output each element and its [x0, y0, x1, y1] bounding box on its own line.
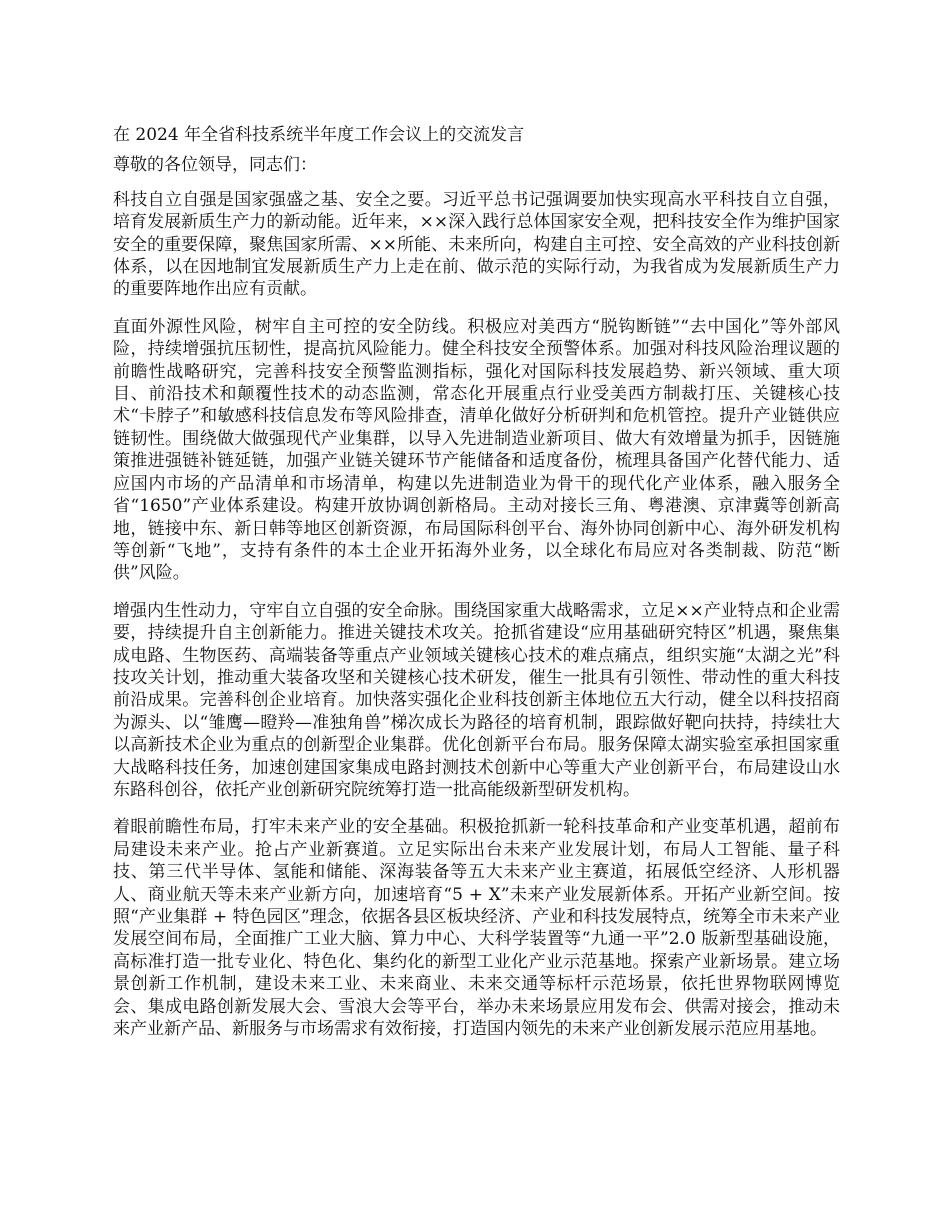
document-title: 在 2024 年全省科技系统半年度工作会议上的交流发言: [113, 125, 525, 145]
document-page: [113, 124, 840, 1055]
paragraph-future-industry: 着眼前瞻性布局，打牢未来产业的安全基础。积极抢抓新一轮科技革命和产业变革机遇，超前布局建设未来产业。抢占产业新赛道。立足实际出台未来产业发展计划，布局人工智能、量子科技、第三代半导体、氢能和储能、深海装备等五大未来产业主赛道，拓展低空经济、人形机器人、商业航天等未来产业新方向，加速培育“5 + X”未来产业发展新体系。开拓产业新空间。按照“产业集群 + 特色园区”理念，依据各县区板块经济、产业和科技发展特点，统筹全市未来产业发展空间布局，全面推广工业大脑、算力中心、大科学装置等“九通一平”2.0 版新型基础设施，高标准打造一批专业化、特色化、集约化的新型工业化产业示范基地。探索产业新场景。建立场景创新工作机制，建设未来工业、未来商业、未来交通等标杆示范场景，依托世界物联网博览会、集成电路创新发展大会、雪浪大会等平台，举办未来场景应用发布会、供需对接会，推动未来产业新产品、新服务与市场需求有效衔接，打造国内领先的未来产业创新发展示范应用基地。: [113, 817, 840, 1040]
paragraph-internal-drive: 增强内生性动力，守牢自立自强的安全命脉。围绕国家重大战略需求，立足××产业特点和企业需要，持续提升自主创新能力。推进关键技术攻关。抢抓省建设“应用基础研究特区”机遇，聚焦集成电路、生物医药、高端装备等重点产业领域关键核心技术的难点痛点，组织实施“太湖之光”科技攻关计划，推动重大装备攻坚和关键核心技术研发，催生一批具有引领性、带动性的重大科技前沿成果。完善科创企业培育。加快落实强化企业科技创新主体地位五大行动，健全以科技招商为源头、以“雏鹰—瞪羚—准独角兽”梯次成长为路径的培育机制，跟踪做好靶向扶持，持续壮大以高新技术企业为重点的创新型企业集群。优化创新平台布局。服务保障太湖实验室承担国家重大战略科技任务，加速创建国家集成电路封测技术创新中心等重大产业创新平台，布局建设山水东路科创谷，依托产业创新研究院统筹打造一批高能级新型研发机构。: [113, 600, 840, 800]
paragraph-external-risk: 直面外源性风险，树牢自主可控的安全防线。积极应对美西方“脱钩断链”“去中国化”等外部风险，持续增强抗压韧性，提高抗风险能力。健全科技安全预警体系。加强对科技风险治理议题的前瞻性战略研究，完善科技安全预警监测指标，强化对国际科技发展趋势、新兴领域、重大项目、前沿技术和颠覆性技术的动态监测，常态化开展重点行业受美西方制裁打压、关键核心技术“卡脖子”和敏感科技信息发布等风险排查，清单化做好分析研判和危机管控。提升产业链供应链韧性。围绕做大做强现代产业集群，以导入先进制造业新项目、做大有效增量为抓手，因链施策推进强链补链延链，加强产业链关键环节产能储备和适度备份，梳理具备国产化替代能力、适应国内市场的产品清单和市场清单，构建以先进制造业为骨干的现代化产业体系，融入服务全省“1650”产业体系建设。构建开放协调创新格局。主动对接长三角、粤港澳、京津冀等创新高地，链接中东、新日韩等地区创新资源，布局国际科创平台、海外协同创新中心、海外研发机构等创新“飞地”，支持有条件的本土企业开拓海外业务，以全球化布局应对各类制裁、防范“断供”风险。: [113, 316, 840, 584]
greeting: 尊敬的各位领导，同志们：: [113, 155, 317, 176]
paragraph-intro: 科技自立自强是国家强盛之基、安全之要。习近平总书记强调要加快实现高水平科技自立自强，培育发展新质生产力的新动能。近年来，××深入践行总体国家安全观，把科技安全作为维护国家安全的重要保障，聚焦国家所需、××所能、未来所向，构建自主可控、安全高效的产业科技创新体系，以在因地制宜发展新质生产力上走在前、做示范的实际行动，为我省成为发展新质生产力的重要阵地作出应有贡献。: [113, 189, 840, 300]
